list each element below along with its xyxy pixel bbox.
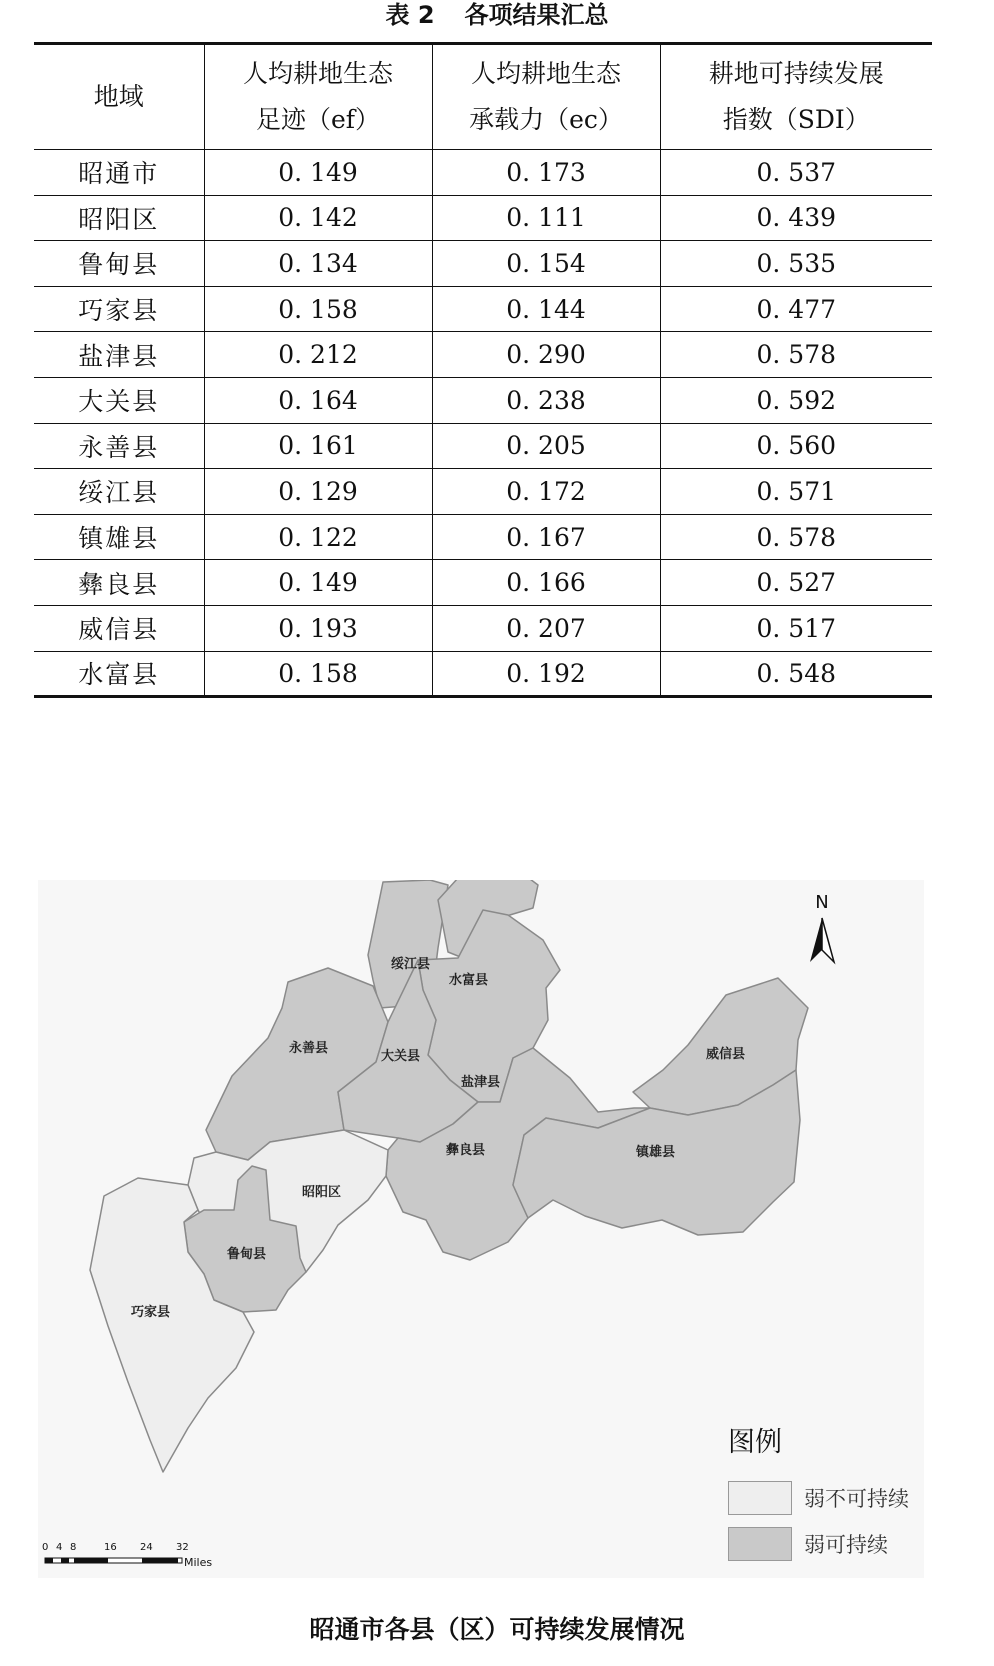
cell-region: 绥江县: [78, 478, 160, 508]
cell-ec: 0. 166: [432, 560, 660, 606]
north-arrow: [802, 892, 842, 972]
table-row: [34, 332, 932, 378]
label-weixin: 威信县: [706, 1047, 746, 1062]
cell-ec: 0. 172: [432, 469, 660, 515]
cell-ef: 0. 158: [204, 651, 432, 697]
cell-ec: 0. 167: [432, 514, 660, 560]
header-ec: 人均耕地生态 承载力（ec）: [432, 44, 660, 150]
cell-sdi: 0. 571: [660, 469, 932, 515]
cell-sdi: 0. 439: [660, 195, 932, 241]
header-region: 地域: [93, 82, 144, 111]
cell-ef: 0. 193: [204, 605, 432, 651]
table-row: [34, 195, 932, 241]
label-zhaoyang: 昭阳区: [302, 1185, 342, 1200]
cell-sdi: 0. 527: [660, 560, 932, 606]
table-row: [34, 514, 932, 560]
header-sdi: 耕地可持续发展 指数（SDI）: [660, 44, 932, 150]
label-yongshan: 永善县: [289, 1041, 329, 1056]
table-row: [34, 241, 932, 287]
cell-ec: 0. 192: [432, 651, 660, 697]
map-figure: [38, 880, 924, 1578]
table-body: [34, 150, 932, 697]
cell-ef: 0. 212: [204, 332, 432, 378]
label-qiaojia: 巧家县: [131, 1305, 171, 1320]
table-row: [34, 286, 932, 332]
cell-region: 盐津县: [78, 341, 160, 371]
cell-sdi: 0. 578: [660, 514, 932, 560]
table-number: 表 2: [385, 1, 435, 29]
scale-units: Miles: [184, 1556, 213, 1569]
table-row: [34, 150, 932, 196]
cell-ef: 0. 149: [204, 150, 432, 196]
cell-ec: 0. 144: [432, 286, 660, 332]
label-yiliang: 彝良县: [446, 1143, 486, 1158]
legend-swatch-light: [728, 1481, 792, 1515]
legend-item-weak-unsustainable: [728, 1481, 918, 1515]
cell-sdi: 0. 578: [660, 332, 932, 378]
cell-ef: 0. 129: [204, 469, 432, 515]
cell-ef: 0. 158: [204, 286, 432, 332]
legend-title: 图例: [728, 1427, 782, 1458]
table-row: [34, 469, 932, 515]
cell-region: 永善县: [78, 432, 160, 462]
figure-caption: 昭通市各县（区）可持续发展情况: [309, 1615, 685, 1644]
cell-ef: 0. 161: [204, 423, 432, 469]
cell-ec: 0. 111: [432, 195, 660, 241]
label-ludian: 鲁甸县: [227, 1247, 267, 1262]
cell-ef: 0. 134: [204, 241, 432, 287]
table-row: [34, 377, 932, 423]
cell-sdi: 0. 477: [660, 286, 932, 332]
cell-region: 昭通市: [78, 159, 160, 189]
cell-region: 彝良县: [78, 569, 160, 599]
cell-region: 鲁甸县: [78, 250, 160, 280]
table-caption: [0, 0, 994, 30]
cell-ec: 0. 154: [432, 241, 660, 287]
table-row: [34, 605, 932, 651]
cell-region: 巧家县: [78, 296, 160, 326]
cell-ef: 0. 122: [204, 514, 432, 560]
cell-sdi: 0. 517: [660, 605, 932, 651]
map-legend: [728, 1420, 918, 1573]
cell-ef: 0. 164: [204, 377, 432, 423]
north-label: N: [815, 892, 829, 913]
cell-sdi: 0. 535: [660, 241, 932, 287]
label-yanjin: 盐津县: [461, 1075, 501, 1090]
label-shuifu: 水富县: [449, 973, 489, 988]
cell-region: 大关县: [78, 387, 160, 417]
legend-item-weak-sustainable: [728, 1527, 918, 1561]
cell-region: 水富县: [78, 660, 160, 690]
cell-ef: 0. 142: [204, 195, 432, 241]
cell-ec: 0. 238: [432, 377, 660, 423]
table-row: [34, 560, 932, 606]
cell-ec: 0. 207: [432, 605, 660, 651]
cell-sdi: 0. 537: [660, 150, 932, 196]
cell-ec: 0. 173: [432, 150, 660, 196]
cell-ef: 0. 149: [204, 560, 432, 606]
cell-region: 昭阳区: [78, 204, 160, 234]
table-header-row: [34, 44, 932, 150]
cell-sdi: 0. 548: [660, 651, 932, 697]
label-daguan: 大关县: [381, 1049, 421, 1064]
legend-label-weak-unsustainable: 弱不可持续: [804, 1487, 909, 1511]
cell-ec: 0. 205: [432, 423, 660, 469]
legend-label-weak-sustainable: 弱可持续: [804, 1533, 888, 1557]
scale-bar: 0 4 8 16 24 32 Miles: [42, 1542, 242, 1574]
label-zhenxiong: 镇雄县: [636, 1145, 676, 1160]
legend-swatch-dark: [728, 1527, 792, 1561]
header-ef: 人均耕地生态 足迹（ef）: [204, 44, 432, 150]
table-row: [34, 651, 932, 697]
north-arrow-icon: [802, 892, 842, 972]
table-row: [34, 423, 932, 469]
table-title: 各项结果汇总: [464, 1, 609, 29]
cell-region: 威信县: [78, 615, 160, 645]
cell-ec: 0. 290: [432, 332, 660, 378]
label-suijiang: 绥江县: [391, 957, 431, 972]
results-table: [34, 42, 932, 698]
cell-sdi: 0. 592: [660, 377, 932, 423]
cell-region: 镇雄县: [78, 524, 160, 554]
cell-sdi: 0. 560: [660, 423, 932, 469]
